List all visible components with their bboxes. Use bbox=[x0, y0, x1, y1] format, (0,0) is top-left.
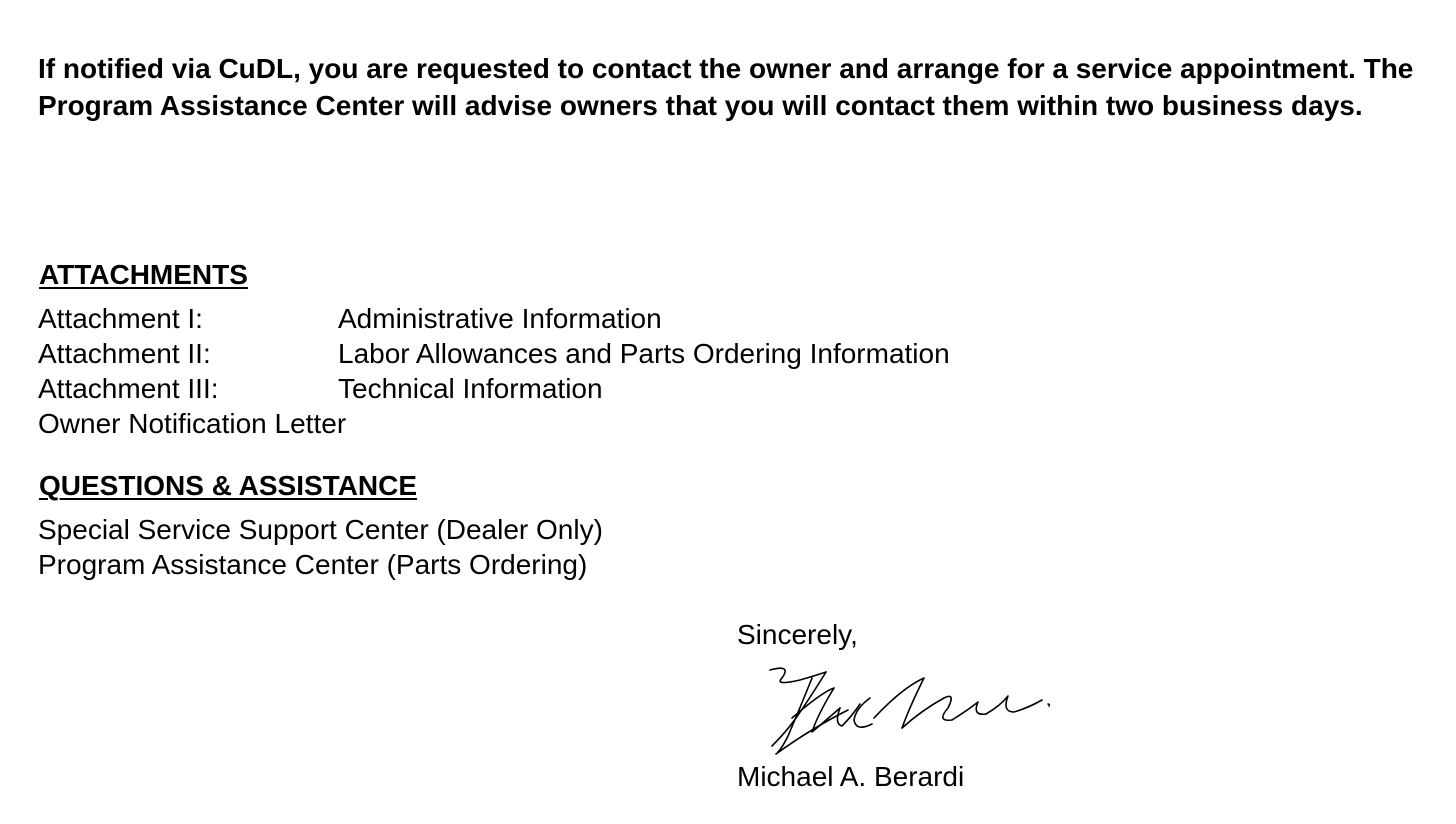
questions-list bbox=[38, 512, 603, 582]
attachment-label: Attachment III: bbox=[38, 373, 219, 404]
attachment-item bbox=[38, 406, 950, 441]
attachment-label: Owner Notification Letter bbox=[38, 408, 347, 439]
attachment-label: Attachment I: bbox=[38, 303, 203, 334]
attachment-title: Technical Information bbox=[338, 373, 603, 404]
contact-item: Program Assistance Center (Parts Ordering) bbox=[38, 549, 588, 580]
intro-paragraph: If notified via CuDL, you are requested to contact the owner and arrange for a service appointment. The Program Assistance Center will advise owners that you will contact them within two business days. bbox=[38, 53, 1414, 121]
attachment-title: Labor Allowances and Parts Ordering Information bbox=[338, 338, 950, 369]
attachment-label: Attachment II: bbox=[38, 338, 211, 369]
attachments-list bbox=[38, 301, 950, 441]
attachment-item bbox=[38, 371, 950, 406]
contact-item: Special Service Support Center (Dealer Only) bbox=[38, 514, 603, 545]
attachment-item bbox=[38, 301, 950, 336]
attachment-title: Administrative Information bbox=[338, 303, 662, 334]
attachment-item bbox=[38, 336, 950, 371]
signer-name: Michael A. Berardi bbox=[737, 761, 965, 792]
closing-salutation: Sincerely, bbox=[737, 619, 858, 650]
signature-icon bbox=[752, 658, 1062, 758]
questions-heading: QUESTIONS & ASSISTANCE bbox=[39, 470, 418, 501]
attachments-heading: ATTACHMENTS bbox=[39, 259, 248, 290]
